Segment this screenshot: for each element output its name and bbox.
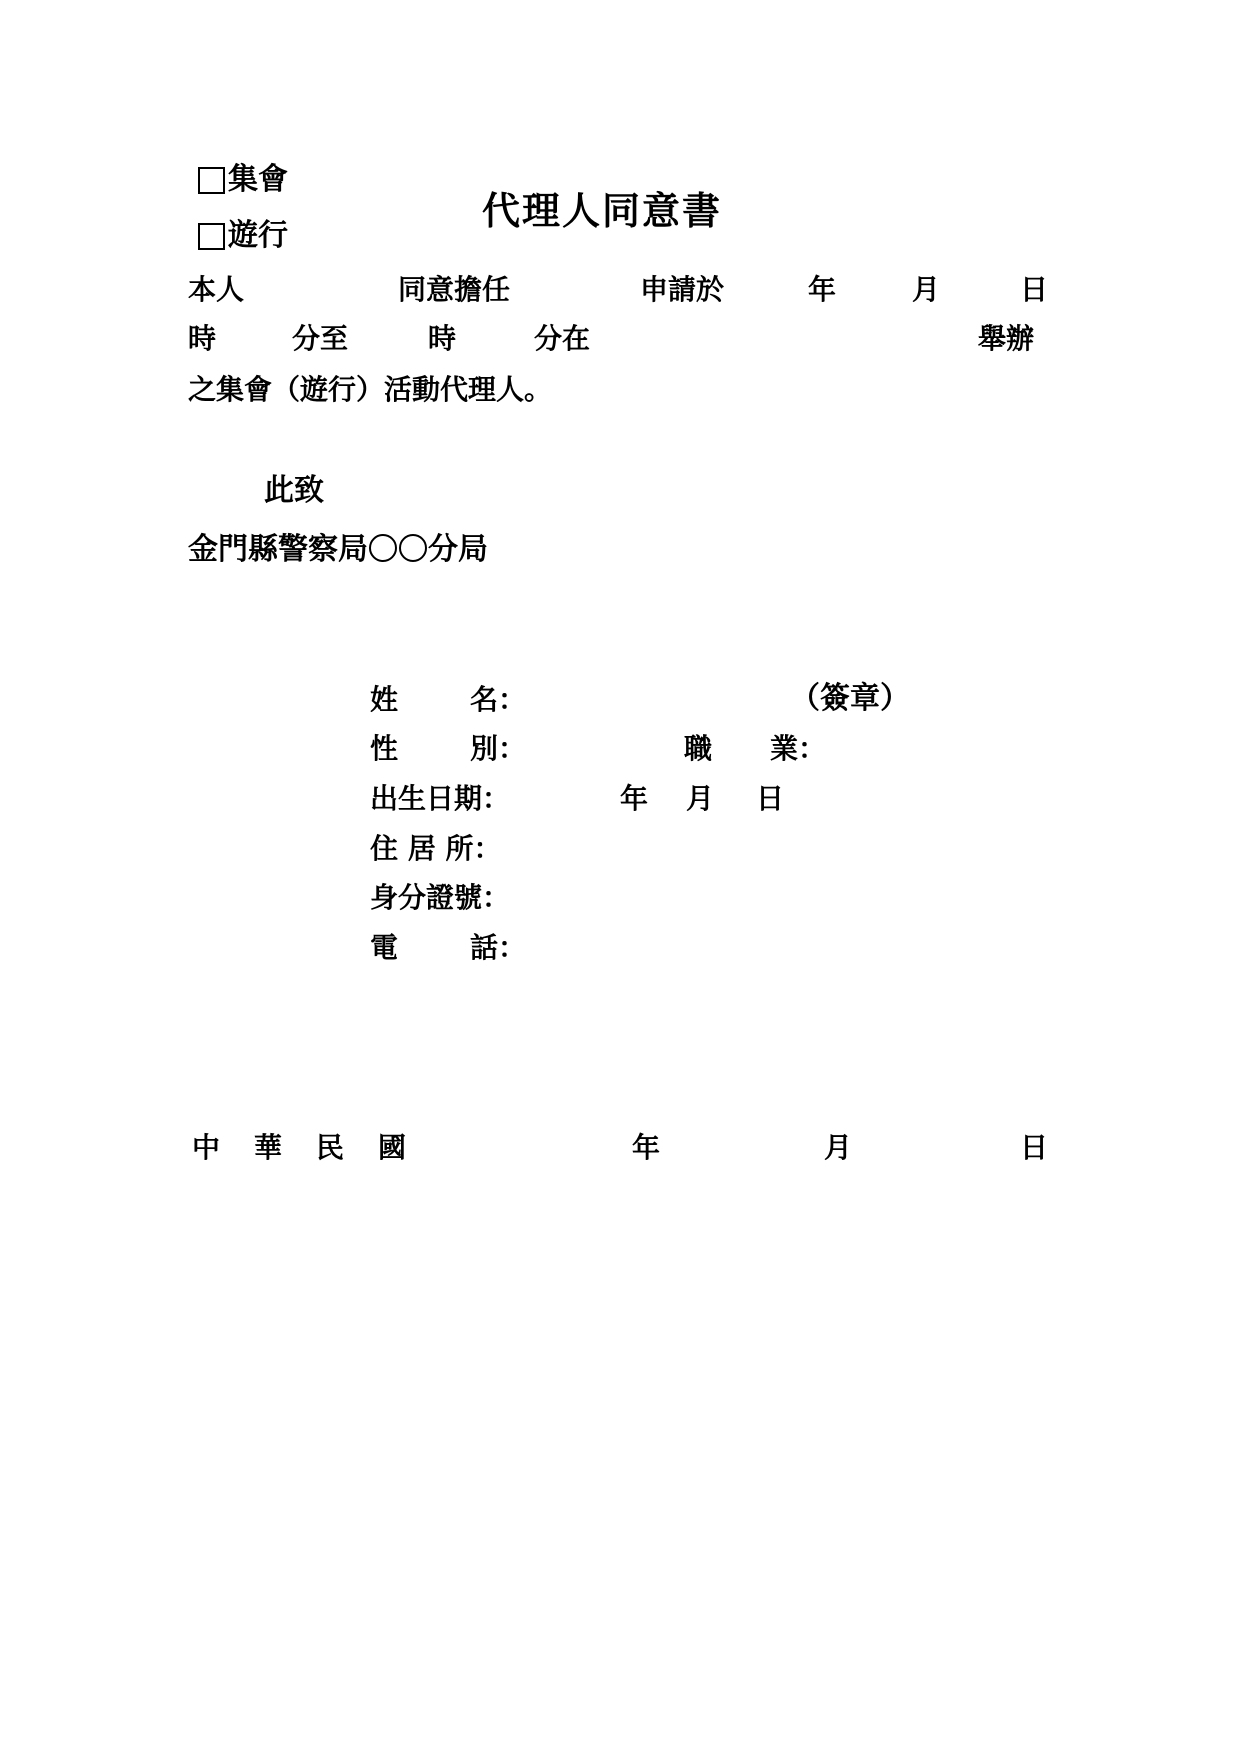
job-label-2: 業： <box>770 732 827 765</box>
sex-label-2: 別： <box>470 732 527 765</box>
text-year: 年 <box>808 273 837 306</box>
roc-char-3: 民 <box>316 1131 345 1164</box>
text-month: 月 <box>912 273 941 306</box>
blank-circle-icon <box>369 534 397 562</box>
parade-checkbox[interactable] <box>198 223 225 250</box>
phone-label-1: 電 <box>370 931 399 964</box>
roc-char-4: 國 <box>378 1131 407 1164</box>
text-min-at: 分在 <box>534 322 591 355</box>
text-hour-1: 時 <box>188 322 217 355</box>
parade-label: 遊行 <box>228 218 288 253</box>
assembly-label: 集會 <box>228 162 288 197</box>
parade-checkbox-row[interactable] <box>198 218 288 253</box>
salutation: 此致 <box>264 473 324 508</box>
blank-circle-icon <box>399 534 427 562</box>
footer-month: 月 <box>824 1131 853 1164</box>
roc-char-1: 中 <box>192 1131 221 1164</box>
document-title: 代理人同意書 <box>482 188 723 233</box>
footer-year: 年 <box>632 1131 661 1164</box>
job-label-1: 職 <box>684 732 713 765</box>
id-number-label: 身分證號： <box>370 881 511 914</box>
recipient-prefix: 金門縣警察局 <box>188 532 368 567</box>
assembly-checkbox[interactable] <box>198 167 225 194</box>
text-min-to: 分至 <box>292 322 349 355</box>
text-self: 本人 <box>188 273 245 306</box>
text-day: 日 <box>1020 273 1049 306</box>
text-hour-2: 時 <box>428 322 457 355</box>
text-apply: 申請於 <box>640 273 725 306</box>
address-label: 住 居 所： <box>370 832 502 865</box>
birth-date-label: 出生日期： <box>370 782 511 815</box>
text-agent-of-event: 之集會（遊行）活動代理人。 <box>188 373 553 406</box>
roc-char-2: 華 <box>254 1131 283 1164</box>
assembly-checkbox-row[interactable] <box>198 162 288 197</box>
phone-label-2: 話： <box>470 931 527 964</box>
sex-label-1: 性 <box>370 732 399 765</box>
name-label-1: 姓 <box>370 683 399 716</box>
recipient <box>188 534 488 565</box>
name-label-2: 名： <box>470 683 527 716</box>
sign-stamp: （簽章） <box>790 681 910 716</box>
text-hold: 舉辦 <box>978 322 1035 355</box>
birth-year: 年 <box>620 782 649 815</box>
recipient-suffix: 分局 <box>428 532 488 567</box>
text-agree: 同意擔任 <box>398 273 511 306</box>
birth-month: 月 <box>686 782 715 815</box>
footer-day: 日 <box>1020 1131 1049 1164</box>
birth-day: 日 <box>756 782 785 815</box>
